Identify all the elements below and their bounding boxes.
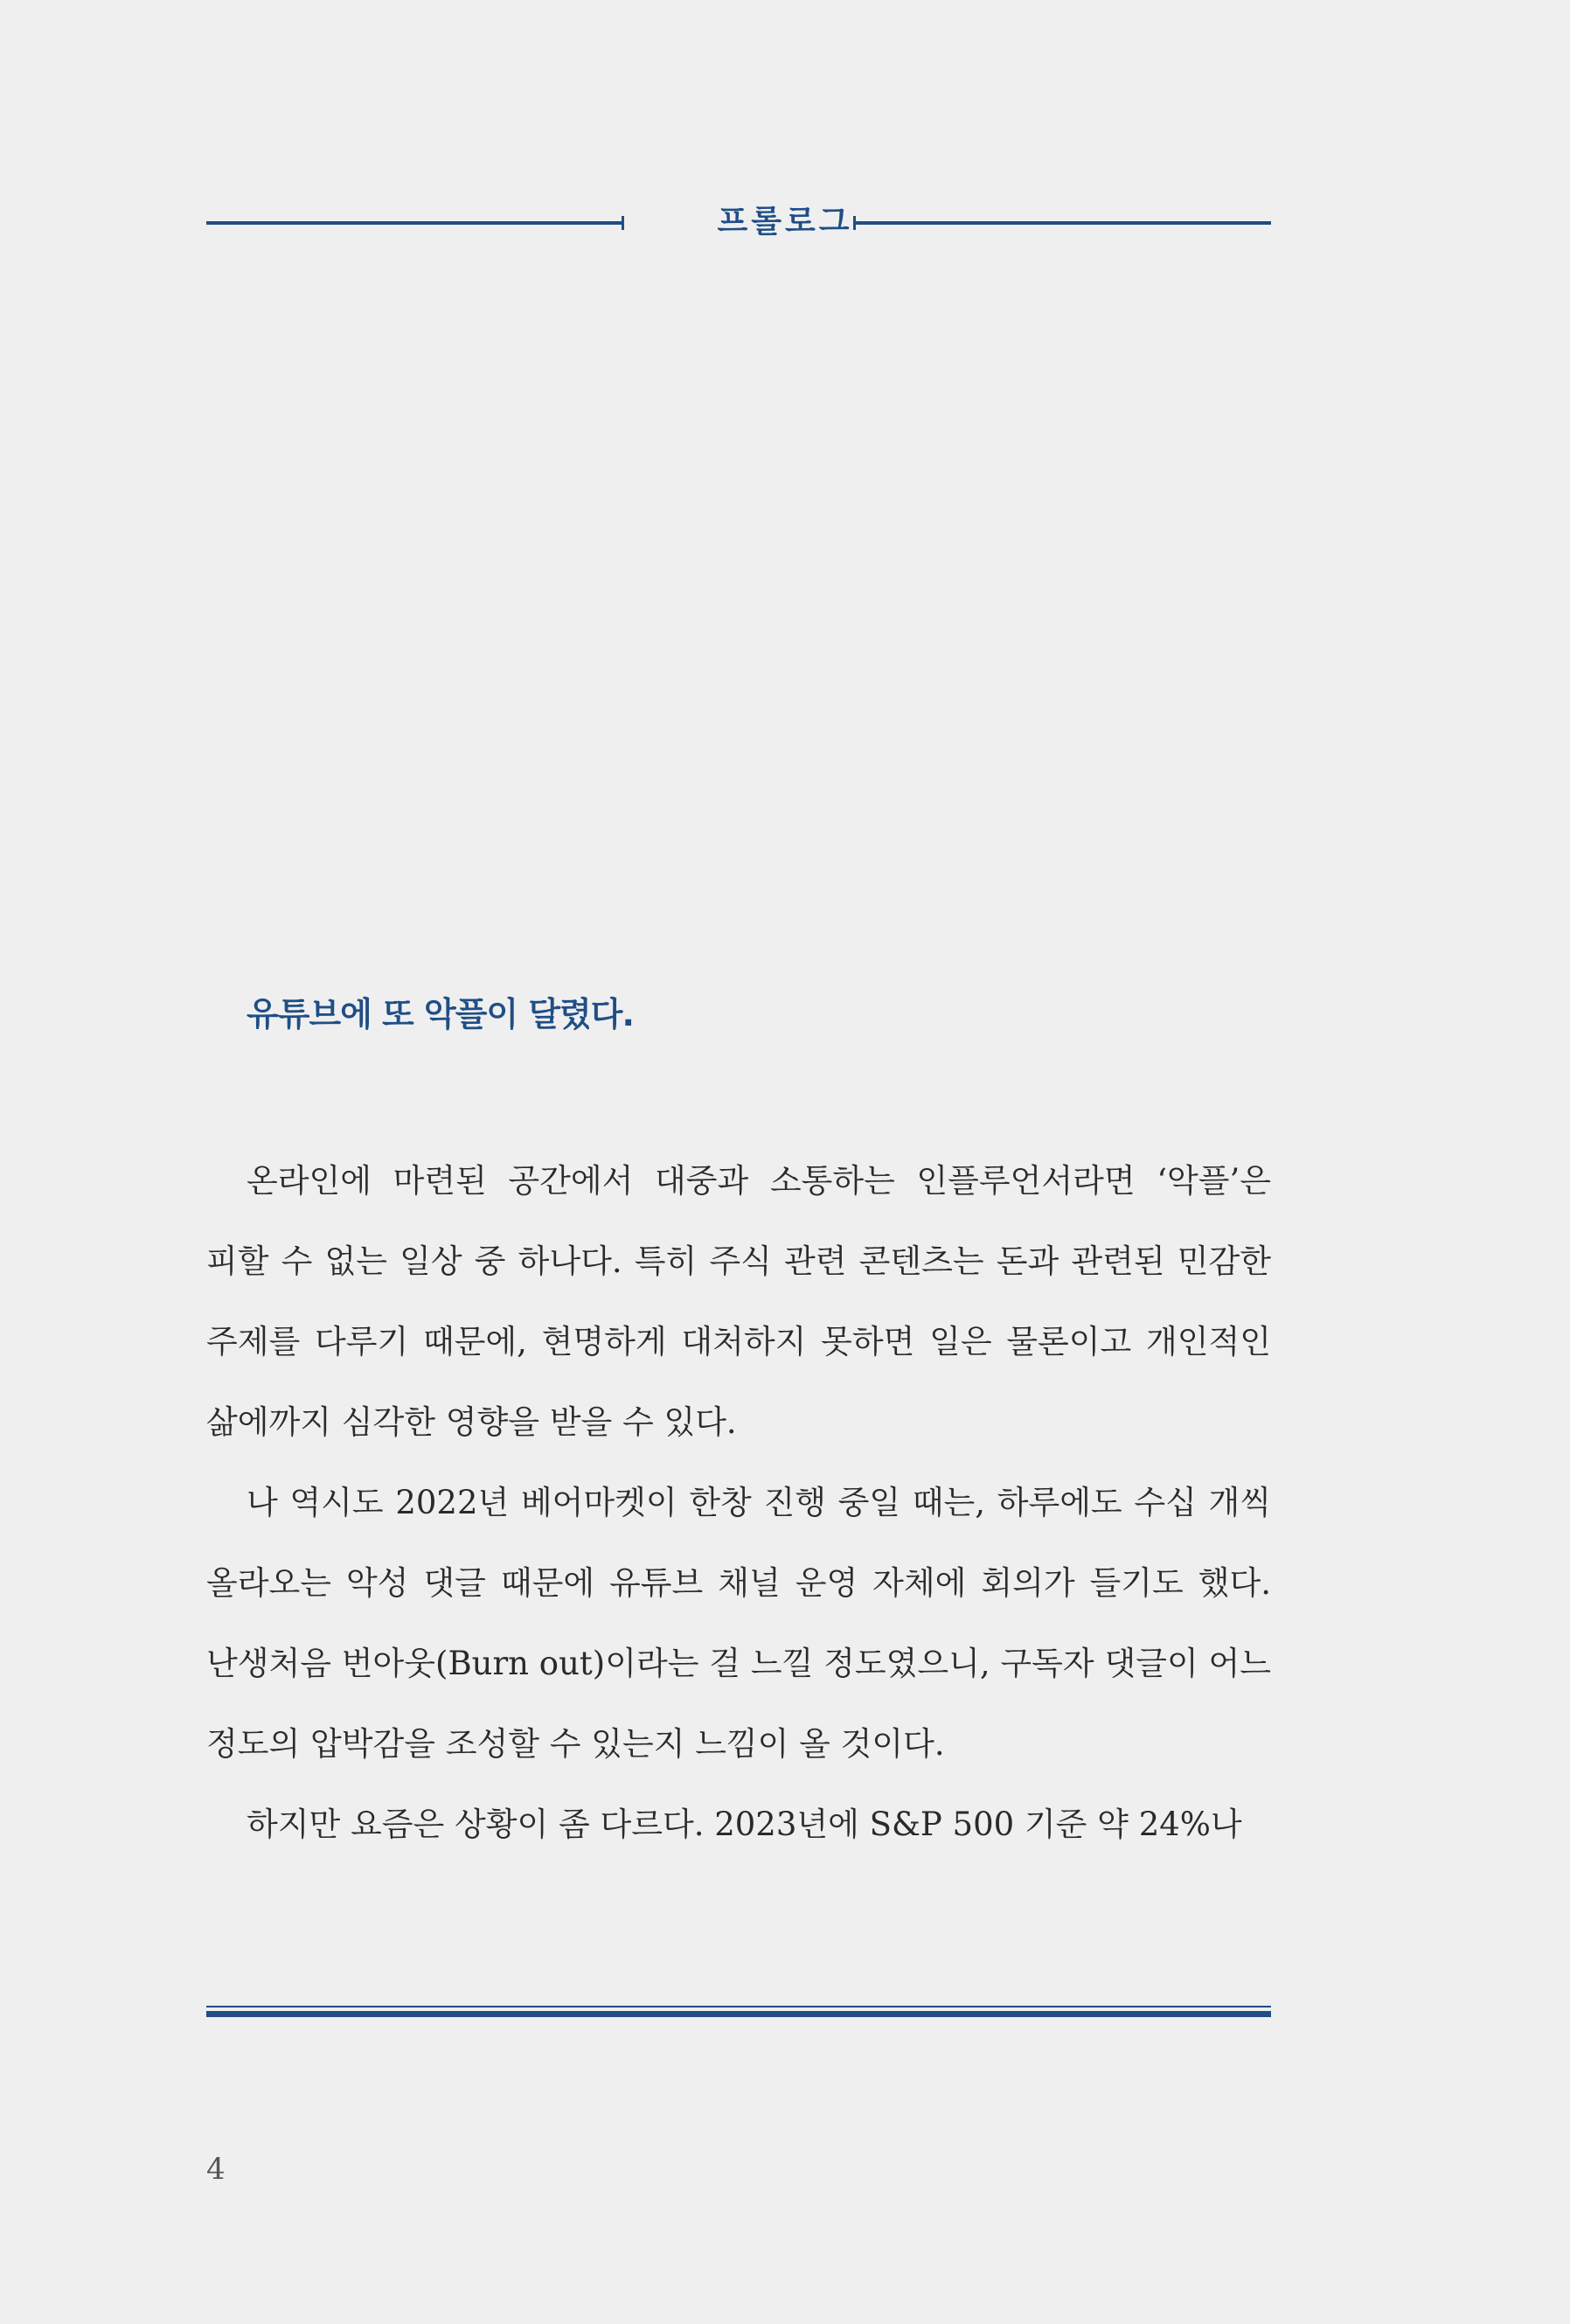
paragraph: 하지만 요즘은 상황이 좀 다르다. 2023년에 S&P 500 기준 약 24%나 <box>247 1806 1242 1843</box>
header-rule-right <box>853 221 1271 225</box>
paragraph: 나 역시도 2022년 베어마켓이 한창 진행 중일 때는, 하루에도 수십 개씩 올라오는 악성 댓글 때문에 유튜브 채널 운영 자체에 회의가 들기도 했다. 난생처음 번아웃(Burn out)이라는 걸 느낄 정도였으니, 구독자 댓글이 어느 정도의 압박감을 조성할 수 있는지 느낌이 올 것이다. <box>206 1484 1271 1763</box>
body-text <box>206 1141 1271 1865</box>
section-title: 프롤로그 <box>717 204 853 240</box>
page-number: 4 <box>206 2152 226 2187</box>
page-headline: 유튜브에 또 악플이 달렸다. <box>247 995 634 1033</box>
footer-rule-thin <box>206 2006 1271 2007</box>
paragraph: 온라인에 마련된 공간에서 대중과 소통하는 인플루언서라면 ‘악플’은 피할 수 없는 일상 중 하나다. 특히 주식 관련 콘텐츠는 돈과 관련된 민감한 주제를 다루기 때문에, 현명하게 대처하지 못하면 일은 물론이고 개인적인 삶에까지 심각한 영향을 받을 수 있다. <box>206 1162 1271 1441</box>
footer-rule-thick <box>206 2011 1271 2017</box>
